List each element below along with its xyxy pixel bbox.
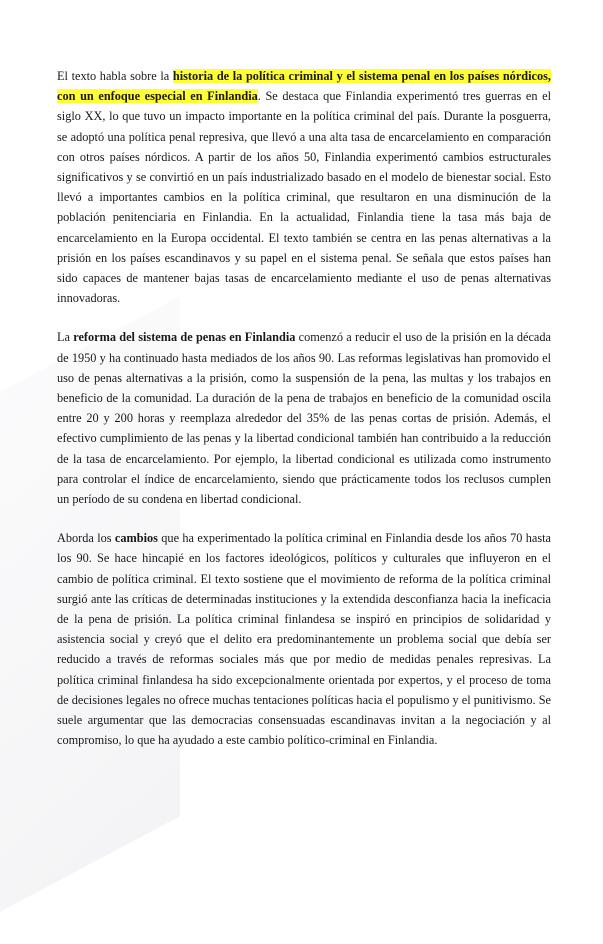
paragraph-3-keyword: cambios: [114, 531, 158, 546]
paragraph-1: [57, 66, 551, 308]
paragraph-2-body: comenzó a reducir el uso de la prisión en la década de 1950 y ha continuado hasta mediados de los años 90. Las reformas legislativas han promovido el uso de penas alternativas a la prisión, como la suspensión de la pena, las multas y los trabajos en beneficio de la comunidad. La duración de la pena de trabajos en beneficio de la comunidad oscila entre 20 y 200 horas y reemplaza alrededor del 35% de las penas cortas de prisión. Además, el efectivo cumplimiento de las penas y la libertad condicional también han contribuido a la reducción de la tasa de encarcelamiento. Por ejemplo, la libertad condicional es utilizada como instrumento para controlar el índice de encarcelamiento, siendo que prácticamente todos los reclusos cumplen un período de su condena en libertad condicional.: [57, 330, 551, 507]
paragraph-2-lead: La: [57, 330, 74, 345]
paragraph-1-body: . Se destaca que Finlandia experimentó tres guerras en el siglo XX, lo que tuvo un impacto importante en la política criminal del país. Durante la posguerra, se adoptó una política penal represiva, que llevó a una alta tasa de encarcelamiento en comparación con otros países nórdicos. A partir de los años 50, Finlandia experimentó cambios estructurales significativos y se convirtió en un país industrializado basado en el modelo de bienestar social. Esto llevó a importantes cambios en la política criminal, que resultaron en una disminución de la población penitenciaria en Finlandia. En la actualidad, Finlandia tiene la tasa más baja de encarcelamiento en la Europa occidental. El texto también se centra en las penas alternativas a la prisión en los países escandinavos y su papel en el sistema penal. Se señala que estos países han sido capaces de mantener bajas tasas de encarcelamiento mediante el uso de penas alternativas innovadoras.: [57, 89, 551, 306]
paragraph-3: [57, 528, 551, 750]
paragraph-1-lead: El texto habla sobre la: [57, 69, 173, 83]
paragraph-2: [57, 327, 551, 509]
paragraph-3-body: que ha experimentado la política criminal en Finlandia desde los años 70 hasta los 90. Se hace hincapié en los factores ideológicos, políticos y culturales que influyeron en el cambio de política criminal. El texto sostiene que el movimiento de reforma de la política criminal surgió ante las críticas de determinadas instituciones y la extendida desconfianza hacia la ineficacia de la pena de prisión. La política criminal finlandesa se inspiró en principios de solidaridad y asistencia social y creyó que el delito era predominantemente un problema social que debía ser reducido a través de reformas sociales más que por medio de medidas penales represivas. La política criminal finlandesa ha sido excepcionalmente orientada por expertos, y el proceso de toma de decisiones legales no ofrece muchas tentaciones políticas hacia el populismo y el punitivismo. Se suele argumentar que las democracias consensuadas escandinavas invitan a la negociación y al compromiso, lo que ha ayudado a este cambio político-criminal en Finlandia.: [57, 531, 551, 748]
document-page: [57, 66, 551, 770]
highlighted-topic: historia de la política criminal y el sistema penal en los países nórdicos, con un enfoque especial en Finlandia: [57, 69, 551, 104]
paragraph-3-lead: Aborda los: [57, 531, 115, 546]
paragraph-2-keyword: reforma del sistema de penas en Finlandia: [73, 330, 296, 345]
